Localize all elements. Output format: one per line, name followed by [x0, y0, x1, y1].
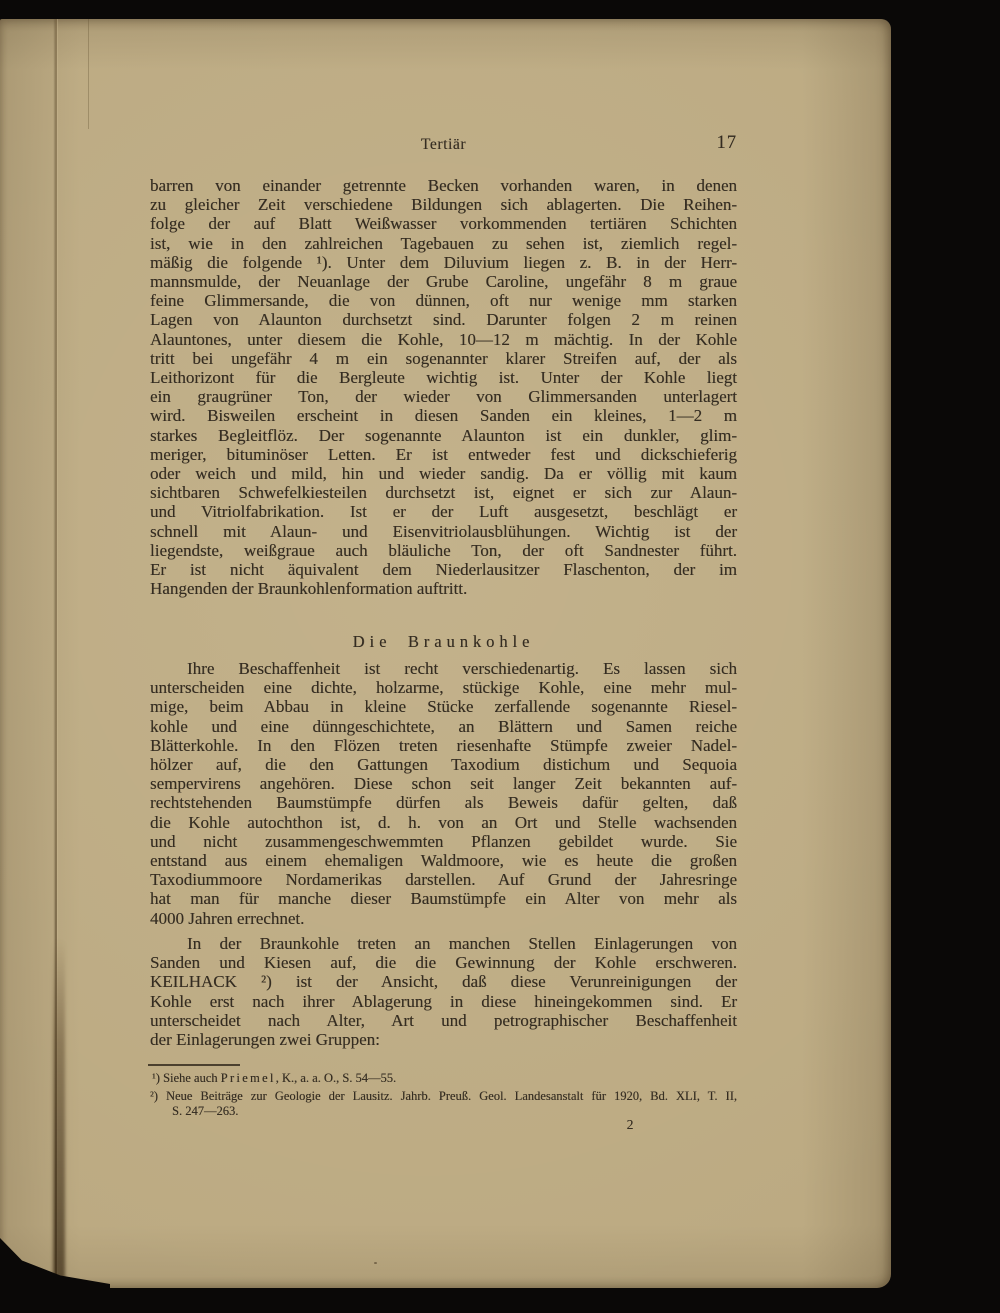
text-line: wird. Bisweilen erscheint in diesen Sanden ein kleines, 1—2 m: [150, 406, 737, 426]
text-line: hat man für manche dieser Baumstümpfe ein Alter von mehr als: [150, 889, 737, 909]
text-line: der Einlagerungen zwei Gruppen:: [150, 1030, 380, 1050]
text-line: 4000 Jahren errechnet.: [150, 908, 305, 928]
text-line: folge der auf Blatt Weißwasser vorkommenden tertiären Schichten: [150, 214, 737, 234]
footnote-rule: [148, 1064, 240, 1066]
footnote-1: [152, 1071, 737, 1086]
text-line: Kohle erst nach ihrer Ablagerung in diese hineingekommen sind. Er: [150, 991, 737, 1011]
text-line: liegendste, weißgraue auch bläuliche Ton, der oft Sandnester führt.: [150, 540, 737, 560]
text-line: schnell mit Alaun- und Eisenvitriolausblühungen. Wichtig ist der: [150, 521, 737, 541]
underlying-page-edge: [88, 19, 89, 129]
signature-mark: 2: [626, 1117, 634, 1132]
text-line: KEILHACK ²) ist der Ansicht, daß diese Verunreinigungen der: [150, 972, 737, 992]
text-line: unterscheidet nach Alter, Art und petrographischer Beschaffenheit: [150, 1010, 737, 1030]
text-line: Alauntones, unter diesem die Kohle, 10—12 m mächtig. In der Kohle: [150, 329, 737, 349]
body-paragraph-3: [150, 934, 737, 1049]
text-line: Hangenden der Braunkohlenformation auftritt.: [150, 579, 468, 599]
text-line: mannsmulde, der Neuanlage der Grube Caroline, ungefähr 8 m graue: [150, 272, 737, 292]
text-line: rechtstehenden Baumstümpfe dürfen als Beweis dafür gelten, daß: [150, 793, 737, 813]
running-title: Tertiär: [420, 136, 467, 153]
footnote-2: [150, 1089, 737, 1119]
body-paragraph-1: [150, 176, 737, 598]
text-line: barren von einander getrennte Becken vorhanden waren, in denen: [150, 176, 737, 195]
text-line: zu gleicher Zeit verschiedene Bildungen sich ablagerten. Die Reihen-: [150, 195, 737, 215]
footnote-1-author: Priemel: [220, 1071, 276, 1085]
text-line: Leithorizont für die Bergleute wichtig ist. Unter der Kohle liegt: [150, 368, 737, 388]
text-line: In der Braunkohle treten an manchen Stellen Einlagerungen von: [187, 934, 737, 953]
text-line: Lagen von Alaunton durchsetzt sind. Darunter folgen 2 m reinen: [150, 310, 737, 330]
text-line: sichtbaren Schwefelkiesteilen durchsetzt ist, eignet er sich zur Alaun-: [150, 483, 737, 503]
text-line: oder weich und mild, hin und wieder sandig. Da er völlig mit kaum: [150, 464, 737, 484]
book-page: [0, 19, 891, 1288]
text-line: meriger, bituminöser Letten. Er ist entweder fest und dickschieferig: [150, 444, 737, 464]
text-line: und Vitriolfabrikation. Ist er der Luft ausgesetzt, beschlägt er: [150, 502, 737, 522]
text-line: Ihre Beschaffenheit ist recht verschiedenartig. Es lassen sich: [187, 659, 737, 678]
page-number: 17: [716, 133, 737, 153]
text-line: ein graugrüner Ton, der wieder von Glimmersanden unterlagert: [150, 387, 737, 407]
text-line: S. 247—263.: [172, 1104, 239, 1118]
footnote-1-tail: , K., a. a. O., S. 54—55.: [275, 1071, 397, 1085]
binding-crease-shadow: [53, 939, 65, 1288]
text-line: die Kohle autochthon ist, d. h. von an Ort und Stelle wachsenden: [150, 812, 737, 832]
text-line: mäßig die folgende ¹). Unter dem Diluvium liegen z. B. in der Herr-: [150, 252, 737, 272]
footnote-1-lead: ¹) Siehe auch: [152, 1071, 221, 1085]
text-line: ist, wie in den zahlreichen Tagebauen zu sehen ist, ziemlich regel-: [150, 233, 737, 253]
text-line: Er ist nicht äquivalent dem Niederlausitzer Flaschenton, der im: [150, 560, 737, 580]
text-line: entstand aus einem ehemaligen Waldmoore, wie es heute die großen: [150, 851, 737, 871]
text-line: Taxodiummoore Nordamerikas darstellen. Auf Grund der Jahresringe: [150, 870, 737, 890]
text-line: kohle und eine dünngeschichtete, an Blättern und Samen reiche: [150, 716, 737, 736]
section-heading: Die Braunkohle: [352, 632, 535, 651]
text-line: hölzer auf, die den Gattungen Taxodium distichum und Sequoia: [150, 755, 737, 775]
text-line: tritt bei ungefähr 4 m ein sogenannter klarer Streifen auf, der als: [150, 348, 737, 368]
text-line: mige, beim Abbau in kleine Stücke zerfallende sogenannte Riesel-: [150, 697, 737, 717]
text-line: Sanden und Kiesen auf, die die Gewinnung der Kohle erschweren.: [150, 953, 737, 973]
text-line: ²) Neue Beiträge zur Geologie der Lausitz. Jahrb. Preuß. Geol. Landesanstalt für 1920, Bd. XLI, T. II,: [150, 1089, 737, 1103]
text-line: unterscheiden eine dichte, holzarme, stückige Kohle, eine mehr mul-: [150, 678, 737, 698]
text-line: Blätterkohle. In den Flözen treten riesenhafte Stümpfe zweier Nadel-: [150, 735, 737, 755]
text-line: sempervirens angehören. Diese schon seit langer Zeit bekannten auf-: [150, 774, 737, 794]
text-line: und nicht zusammengeschwemmten Pflanzen gebildet wurde. Sie: [150, 831, 737, 851]
body-paragraph-2: [150, 659, 737, 928]
text-line: starkes Begleitflöz. Der sogenannte Alaunton ist ein dunkler, glim-: [150, 425, 737, 445]
paper-speck: [374, 1262, 377, 1264]
text-line: feine Glimmersande, die von dünnen, oft nur wenige mm starken: [150, 291, 737, 311]
